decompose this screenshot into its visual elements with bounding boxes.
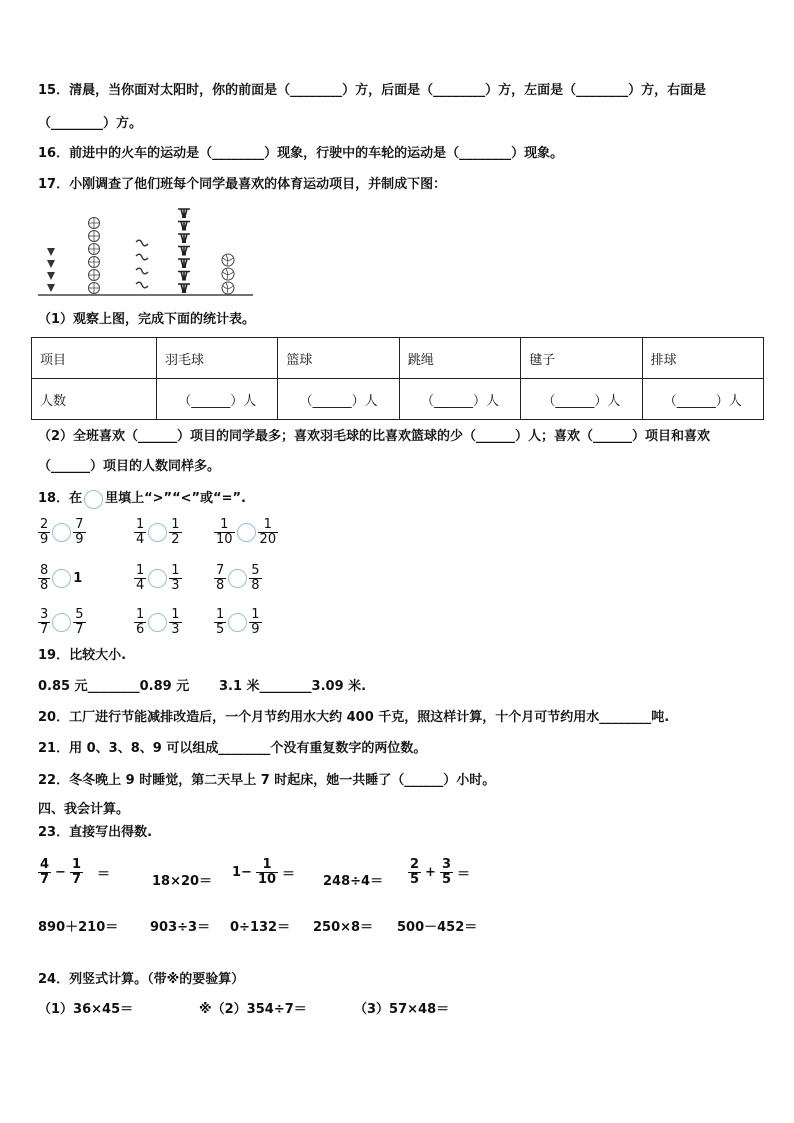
operator: − — [55, 865, 66, 880]
fraction: $\frac{1}{4}$ — [136, 563, 145, 593]
q23-row2-5: 500－452＝ — [397, 920, 478, 935]
fraction: $\frac{1}{20}$ — [259, 517, 277, 547]
q18-title-post: 里填上“>”“<”或“=”. — [105, 491, 246, 506]
table-cell: 人数 — [32, 379, 157, 420]
fraction: $\frac{5}{7}$ — [75, 607, 84, 637]
shuttlecock-icon — [178, 284, 190, 293]
answer-cell[interactable]: （______）人 — [642, 379, 763, 420]
rope-icon — [136, 254, 148, 260]
shuttlecock-icon — [178, 259, 190, 268]
comparison-item — [214, 608, 262, 637]
shuttlecock-icon — [178, 272, 190, 281]
volleyball-column — [222, 254, 234, 294]
compare-circle[interactable] — [52, 523, 71, 542]
q20: 20．工厂进行节能减排改造后，一个月节约用水大约 400 千克，照这样计算，十个月可节约用水________吨. — [38, 710, 670, 725]
q23-row2-4: 250×8＝ — [313, 920, 374, 935]
comparison-item — [134, 518, 182, 547]
q17-sub1: （1）观察上图，完成下面的统计表。 — [38, 312, 256, 327]
circle-icon — [84, 490, 103, 509]
table-cell: 羽毛球 — [157, 338, 278, 379]
comparison-item — [38, 608, 86, 637]
pictograph-svg — [38, 200, 258, 300]
q23-expr-1 — [38, 858, 110, 887]
equals: ＝ — [457, 867, 471, 882]
equals: ＝ — [282, 867, 296, 882]
compare-circle[interactable] — [228, 569, 247, 588]
answer-cell[interactable]: （______）人 — [399, 379, 520, 420]
rope-column — [136, 240, 148, 288]
q24-item-1: （1）36×45＝ — [38, 1002, 134, 1017]
basketball-icon — [89, 244, 100, 255]
badminton-icon — [47, 272, 55, 280]
badminton-icon — [47, 260, 55, 268]
basketball-icon — [89, 231, 100, 242]
volleyball-icon — [222, 268, 234, 280]
comparison-item — [214, 518, 278, 547]
compare-circle[interactable] — [52, 613, 71, 632]
basketball-icon — [89, 257, 100, 268]
answer-cell[interactable]: （______）人 — [278, 379, 399, 420]
basketball-icon — [89, 270, 100, 281]
table-cell: 跳绳 — [399, 338, 520, 379]
q21: 21．用 0、3、8、9 可以组成________个没有重复数字的两位数。 — [38, 741, 427, 756]
fraction: $\frac{1}{9}$ — [251, 607, 260, 637]
q24-item-3: （3）57×48＝ — [354, 1002, 450, 1017]
fraction: $\frac{1}{7}$ — [71, 857, 81, 887]
q22: 22．冬冬晚上 9 时睡觉，第二天早上 7 时起床，她一共睡了（______）小时。 — [38, 773, 496, 788]
q18-title-pre: 18．在 — [38, 491, 83, 506]
fraction: $\frac{2}{9}$ — [40, 517, 49, 547]
fraction: $\frac{1}{4}$ — [136, 517, 145, 547]
fraction: $\frac{7}{8}$ — [216, 563, 225, 593]
q17-sub2-line1: （2）全班喜欢（______）项目的同学最多；喜欢羽毛球的比喜欢篮球的少（______）人；喜欢（______）项目和喜欢 — [38, 429, 711, 444]
whole-number: 1 — [73, 571, 83, 586]
volleyball-icon — [222, 254, 234, 266]
fraction: $\frac{8}{8}$ — [40, 563, 49, 593]
compare-circle[interactable] — [237, 523, 256, 542]
table-row — [32, 379, 764, 420]
fraction: $\frac{2}{5}$ — [410, 857, 420, 887]
table-cell: 排球 — [642, 338, 763, 379]
fraction: $\frac{3}{5}$ — [441, 857, 451, 887]
q17-sub2-line2: （______）项目的人数同样多。 — [38, 459, 221, 474]
q19-a: 0.85 元________0.89 元 — [38, 679, 190, 694]
fraction: $\frac{1}{3}$ — [171, 607, 180, 637]
fraction: $\frac{1}{6}$ — [136, 607, 145, 637]
rope-icon — [136, 282, 148, 288]
compare-circle[interactable] — [148, 569, 167, 588]
q16: 16．前进中的火车的运动是（________）现象，行驶中的车轮的运动是（________）现象。 — [38, 146, 564, 161]
comparison-item — [134, 564, 182, 593]
fraction: $\frac{1}{3}$ — [171, 563, 180, 593]
table-cell: 篮球 — [278, 338, 399, 379]
shuttlecock-icon — [178, 222, 190, 231]
table-cell: 项目 — [32, 338, 157, 379]
compare-circle[interactable] — [52, 569, 71, 588]
q23-expr-4: 248÷4＝ — [323, 874, 384, 889]
comparison-item — [134, 608, 182, 637]
compare-circle[interactable] — [228, 613, 247, 632]
badminton-column — [47, 248, 55, 292]
basketball-column — [89, 218, 100, 294]
section-title: 四、我会计算。 — [38, 802, 130, 817]
q24-title: 24．列竖式计算。（带※的要验算） — [38, 972, 245, 987]
basketball-icon — [89, 283, 100, 294]
volleyball-icon — [222, 282, 234, 294]
compare-circle[interactable] — [148, 613, 167, 632]
q23-title: 23．直接写出得数. — [38, 825, 153, 840]
operator: + — [425, 865, 436, 880]
fraction: $\frac{7}{9}$ — [75, 517, 84, 547]
shuttlecock-column — [178, 209, 190, 293]
q23-row2-2: 903÷3＝ — [150, 920, 211, 935]
q15-line2: （________）方。 — [38, 116, 143, 131]
q19-b: 3.1 米________3.09 米. — [219, 679, 367, 694]
q23-expr-3 — [232, 858, 295, 887]
shuttlecock-icon — [178, 234, 190, 243]
q15-line1: 15．清晨，当你面对太阳时，你的前面是（________）方，后面是（________）方，左面是（________）方，右面是 — [38, 83, 707, 98]
stat-table — [31, 337, 764, 420]
badminton-icon — [47, 248, 55, 256]
rope-icon — [136, 268, 148, 274]
shuttlecock-icon — [178, 247, 190, 256]
fraction: $\frac{1}{5}$ — [216, 607, 225, 637]
sports-pictograph — [38, 200, 258, 300]
fraction: $\frac{1}{10}$ — [257, 857, 277, 887]
fraction: $\frac{1}{2}$ — [171, 517, 180, 547]
shuttlecock-icon — [178, 209, 190, 218]
rope-icon — [136, 240, 148, 246]
badminton-icon — [47, 284, 55, 292]
q23-row2-1: 890＋210＝ — [38, 920, 119, 935]
compare-circle[interactable] — [148, 523, 167, 542]
q23-expr-5 — [408, 858, 470, 887]
comparison-item — [214, 564, 262, 593]
fraction: $\frac{5}{8}$ — [251, 563, 260, 593]
q18-title — [38, 489, 246, 509]
fraction: $\frac{3}{7}$ — [40, 607, 49, 637]
comparison-item — [38, 518, 86, 547]
comparison-item — [38, 564, 82, 593]
fraction: $\frac{1}{10}$ — [216, 517, 233, 547]
q19-title: 19．比较大小. — [38, 648, 127, 663]
answer-cell[interactable]: （______）人 — [521, 379, 642, 420]
fraction: $\frac{4}{7}$ — [40, 857, 50, 887]
q23-row2-3: 0÷132＝ — [230, 920, 291, 935]
q24-item-2: ※（2）354÷7＝ — [199, 1002, 307, 1017]
basketball-icon — [89, 218, 100, 229]
table-cell: 毽子 — [521, 338, 642, 379]
q23-expr-2: 18×20＝ — [152, 874, 213, 889]
table-row — [32, 338, 764, 379]
operand: 1− — [232, 865, 252, 880]
q17-title: 17．小刚调查了他们班每个同学最喜欢的体育运动项目，并制成下图： — [38, 177, 447, 192]
answer-cell[interactable]: （______）人 — [157, 379, 278, 420]
equals: ＝ — [97, 867, 111, 882]
